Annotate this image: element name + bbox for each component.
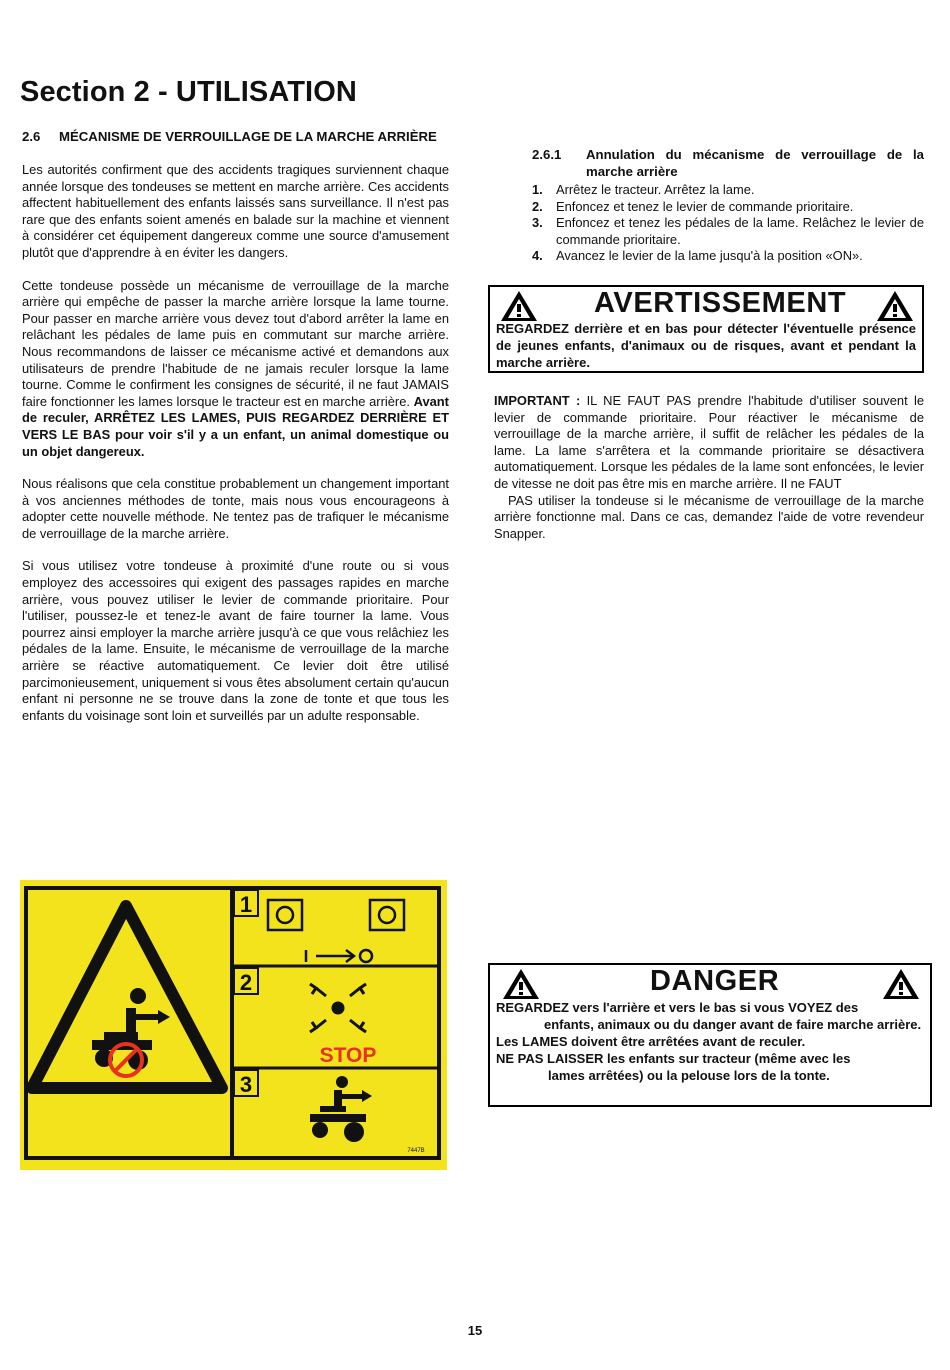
important-paragraph (494, 393, 924, 542)
avertissement-title: AVERTISSEMENT (594, 287, 847, 319)
important-text-2: PAS utiliser la tondeuse si le mécanisme de verrouillage de la marche arrière fonctionne mal. Dans ce cas, demandez l'aide de votre revendeur Snapper. (494, 492, 924, 541)
section-title: Section 2 - UTILISATION (20, 76, 357, 108)
step-number: 3. (532, 215, 543, 231)
warning-triangle-icon (502, 968, 540, 1000)
decal-step-1: 1 (239, 892, 253, 917)
page-number: 15 (467, 1323, 483, 1338)
danger-line-3b: lames arrêtées) ou la pelouse lors de la tonte. (548, 1068, 830, 1083)
step-item (494, 182, 924, 199)
danger-line-1: REGARDEZ vers l'arrière et vers le bas si vous VOYEZ des (496, 1000, 859, 1015)
paragraph-mechanism (22, 278, 449, 461)
warning-triangle-icon (876, 290, 914, 322)
danger-line-2: Les LAMES doivent être arrêtées avant de reculer. (496, 1034, 806, 1049)
step-number: 1. (532, 182, 543, 197)
heading-2-6 (22, 128, 449, 145)
decal-stop-text: STOP (319, 1044, 377, 1067)
warning-triangle-icon (500, 290, 538, 322)
step-text: Enfoncez et tenez le levier de commande prioritaire. (556, 198, 854, 214)
step-number: 2. (532, 198, 543, 214)
decal-step-3: 3 (239, 1072, 253, 1097)
heading-number: 2.6 (22, 129, 41, 144)
steps-list (532, 182, 924, 265)
safety-decal-svg (20, 880, 447, 1170)
danger-text (496, 999, 924, 1084)
decal-code: 7447B (407, 1148, 425, 1154)
safety-decal-image (20, 880, 447, 1170)
important-label: IMPORTANT : (494, 393, 581, 408)
avertissement-text: REGARDEZ derrière et en bas pour détecter l'éventuelle présence de jeunes enfants, d'animaux ou de risques, avant et pendant la marche arrière. (496, 321, 916, 370)
paragraph-mechanism-text: Cette tondeuse possède un mécanisme de verrouillage de la marche arrière qui empêche de passer la marche arrière lorsque la lame tourne. Pour passer en marche arrière vous devez tout d'abord arrêter la lame en relâchant les pédales de lame puis en commutant sur marche arrière. Nous recommandons de laisser ce mécanisme activé et demandons aux utilisateurs de prendre l'habitude de ne jamais reculer lorsque la lame tourne. Comme le confirment les consignes de sécurité, il ne faut JAMAIS faire fonctionner les lames lorsque le tracteur est en marche arrière. (22, 277, 449, 409)
step-text: Enfoncez et tenez les pédales de la lame. Relâchez le levier de commande prioritaire. (556, 215, 924, 247)
step-item (494, 215, 924, 248)
subsection-2-6-1 (532, 146, 924, 265)
important-text-1: IL NE FAUT PAS prendre l'habitude d'utiliser souvent le levier de commande prioritaire. Pour réactiver le mécanisme de verrouillage de la marche arrière, il suffit de relâcher les pédales de la lame. La lame s'arrêtera et la commande prioritaire se désactivera automatiquement. Lorsque les pédales de la lame sont enfoncées, le levier de vitesse ne doit pas être mis en marche arrière. Il ne FAUT (494, 393, 924, 491)
danger-line-1b: enfants, animaux ou du danger avant de faire marche arrière. (544, 1017, 922, 1032)
avertissement-box (488, 285, 924, 373)
subsection-title: Annulation du mécanisme de verrouillage de la marche arrière (586, 147, 924, 179)
step-text: Arrêtez le tracteur. Arrêtez la lame. (556, 182, 755, 197)
step-text: Avancez le levier de la lame jusqu'à la position «ON». (556, 248, 863, 264)
warning-triangle-icon (882, 968, 920, 1000)
step-number: 4. (532, 248, 543, 264)
paragraph-accidents: Les autorités confirment que des accidents tragiques surviennent chaque année lorsque des tondeuses se mettent en marche arrière. Ces accidents affectent habituellement des enfants laissés sans surveillance. Il n'est pas rare que des enfants soient amenés en balade sur la machine et viennent à considérer cet équipement dangereux comme une source d'amusement plutôt que d'apprendre à en éviter les dangers. (22, 162, 449, 260)
danger-box (488, 963, 932, 1107)
subsection-heading (532, 146, 924, 180)
left-column (22, 128, 449, 724)
subsection-number: 2.6.1 (532, 147, 562, 162)
step-item (494, 199, 924, 216)
paragraph-override: Si vous utilisez votre tondeuse à proximité d'une route ou si vous employez des accessoires qui exigent des passages rapides en marche arrière, vous pouvez utiliser le levier de commande prioritaire. Pour l'utiliser, poussez-le et tenez-le avant de faire tourner la lame. Vous pourrez ainsi employer la marche arrière jusqu'à ce que vous relâchiez les pédales de la lame. Ensuite, le mécanisme de verrouillage de la marche arrière se réactive automatiquement. Ce levier doit être utilisé parcimonieusement, uniquement si vous êtes absolument certain qu'aucun enfant ni personne ne se trouve dans la zone de tonte et que tous les enfants du voisinage sont loin et surveillés par un adulte responsable. (22, 558, 449, 723)
heading-text: MÉCANISME DE VERROUILLAGE DE LA MARCHE ARRIÈRE (59, 129, 437, 144)
paragraph-change: Nous réalisons que cela constitue probablement un changement important à vos anciennes méthodes de tonte, mais nous vous encourageons à adopter cette nouvelle méthode. Ne tentez pas de trafiquer le mécanisme de verrouillage de la marche arrière. (22, 476, 449, 541)
step-item (494, 248, 924, 265)
danger-title: DANGER (650, 965, 780, 997)
paragraph-mechanism-bold: Avant de reculer, ARRÊTEZ LES LAMES, PUIS REGARDEZ DERRIÈRE ET VERS LE BAS pour voir s'il y a un enfant, un animal domestique ou un objet dangereux. (22, 393, 449, 459)
danger-line-3: NE PAS LAISSER les enfants sur tracteur (même avec les (496, 1051, 851, 1066)
decal-step-2: 2 (239, 970, 253, 995)
